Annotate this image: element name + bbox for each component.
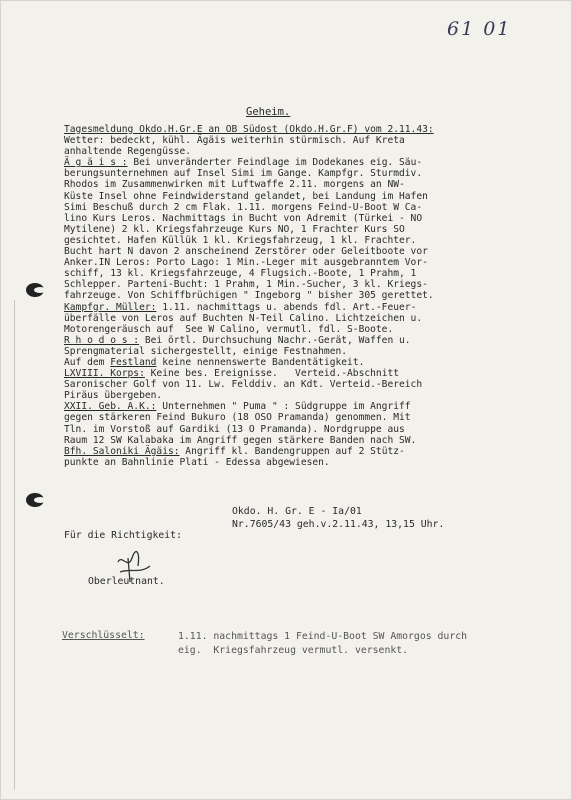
encrypted-text — [178, 630, 467, 658]
report-line — [64, 135, 524, 146]
line-text: Saronischer Golf von 11. Lw. Felddiv. an Kdt. Verteid.-Bereich — [64, 379, 423, 391]
archive-stamp: 61 01 — [447, 18, 512, 40]
encrypted-line-2: eig. Kriegsfahrzeug vermutl. versenkt. — [178, 645, 409, 656]
report-line — [64, 246, 524, 257]
line-text: punkte an Bahnlinie Plati - Edessa abgewiesen. — [64, 456, 330, 468]
line-text: überfälle von Leros auf Buchten N-Teil Calino. Lichtzeichen u. — [64, 312, 423, 324]
page-edge-line — [14, 300, 15, 790]
line-text: fahrzeuge. Von Schiffbrüchigen " Ingeborg " bisher 305 gerettet. — [64, 290, 434, 302]
punch-hole-lower — [26, 493, 44, 507]
report-line — [64, 401, 524, 412]
line-text: anhaltende Regengüsse. — [64, 146, 192, 158]
signature-reference: Nr.7605/43 geh.v.2.11.43, 13,15 Uhr. — [232, 519, 445, 530]
report-line — [64, 390, 524, 401]
line-text: Simi Beschuß durch 2 cm Flak. 1.11. morgens Feind-U-Boot W Ca- — [64, 201, 423, 213]
section-label: Ä g ä i s : — [64, 157, 128, 169]
signatory-rank: Oberleutnant. — [88, 576, 165, 587]
line-text: Bei örtl. Durchsuchung Nachr.-Gerät, Waffen u. — [139, 334, 411, 346]
report-line — [64, 302, 524, 313]
line-text: Angriff kl. Bandengruppen auf 2 Stütz- — [179, 445, 405, 457]
report-line — [64, 412, 524, 423]
line-text: lino Kurs Leros. Nachmittags in Bucht von Adremit (Türkei - NO — [64, 212, 423, 224]
report-line — [64, 179, 524, 190]
line-text: Mytilene) 2 kl. Kriegsfahrzeuge Kurs NO, 1 Frachter Kurs SO — [64, 223, 405, 235]
line-text: Tln. im Vorstoß auf Gardiki (13 O Pramanda). Nordgruppe aus — [64, 423, 405, 435]
line-text: Bucht hart N davon 2 anscheinend Zerstörer oder Geleitboote vor — [64, 246, 428, 258]
section-label: XXII. Geb. A.K.: — [64, 401, 157, 413]
report-line — [64, 146, 524, 157]
report-line — [64, 435, 524, 446]
encrypted-label: Verschlüsselt: — [62, 630, 145, 641]
line-text: Unternehmen " Puma " : Südgruppe im Angriff — [156, 401, 411, 413]
report-line — [64, 446, 524, 457]
signature-office: Okdo. H. Gr. E - Ia/01 — [232, 506, 362, 517]
report-line — [64, 124, 524, 135]
punch-hole-upper — [26, 283, 44, 297]
report-line — [64, 357, 524, 368]
report-line — [64, 268, 524, 279]
section-label: Wetter: — [64, 135, 105, 147]
report-line — [64, 313, 524, 324]
report-line — [64, 379, 524, 390]
line-text: bedeckt, kühl. Ägäis weiterhin stürmisch. Auf Kreta — [104, 135, 405, 147]
report-line — [64, 224, 524, 235]
report-line — [64, 335, 524, 346]
line-text: schiff, 13 kl. Kriegsfahrzeuge, 4 Flugsich.-Boote, 1 Prahm, 1 — [64, 268, 417, 280]
report-line — [64, 457, 524, 468]
line-text: Rhodos im Zusammenwirken mit Luftwaffe 2.11. morgens an NW- — [64, 179, 405, 191]
report-body — [64, 124, 524, 468]
certification-label: Für die Richtigkeit: — [64, 530, 182, 541]
classification-heading: Geheim. — [246, 106, 291, 118]
section-label: Bfh. Saloniki Ägäis: — [64, 445, 180, 457]
line-text: gegen stärkeren Feind Bukuro (18 OSO Pramanda) genommen. Mit — [64, 412, 411, 424]
encrypted-line-1: 1.11. nachmittags 1 Feind-U-Boot SW Amorgos durch — [178, 631, 468, 642]
line-text: Sprengmaterial sichergestellt, einige Festnahmen. — [64, 345, 348, 357]
line-text: gesichtet. Hafen Küllük 1 kl. Kriegsfahrzeug, 1 kl. Frachter. — [64, 234, 417, 246]
section-label: Tagesmeldung Okdo.H.Gr.E an OB Südost (Okdo.H.Gr.F) vom 2.11.43: — [64, 124, 434, 135]
line-text: Bei unveränderter Feindlage im Dodekanes eig. Säu- — [127, 157, 423, 169]
report-line — [64, 424, 524, 435]
report-line — [64, 324, 524, 335]
line-text: Küste Insel ohne Feindwiderstand gelandet, bei Landung im Hafen — [64, 190, 428, 202]
line-text: Schlepper. Parteni-Bucht: 1 Prahm, 1 Min.-Sucher, 3 kl. Kriegs- — [64, 279, 428, 291]
signature-block — [232, 505, 444, 531]
line-text: 1.11. nachmittags u. abends fdl. Art.-Feuer- — [156, 301, 417, 313]
report-line — [64, 157, 524, 168]
line-text: Auf dem Festland keine nennenswerte Bandentätigkeit. — [64, 356, 365, 368]
report-line — [64, 213, 524, 224]
line-text: berungsunternehmen auf Insel Simi im Gange. Kampfgr. Sturmdiv. — [64, 168, 423, 180]
report-line — [64, 290, 524, 301]
report-line — [64, 191, 524, 202]
line-text: Keine bes. Ereignisse. Verteid.-Abschnitt — [144, 368, 400, 380]
report-line — [64, 168, 524, 179]
line-text: Piräus übergeben. — [64, 390, 163, 402]
section-label: LXVIII. Korps: — [64, 368, 145, 380]
section-label: R h o d o s : — [64, 334, 140, 346]
line-text: Raum 12 SW Kalabaka im Angriff gegen stärkere Banden nach SW. — [64, 434, 417, 446]
report-line — [64, 257, 524, 268]
report-line — [64, 368, 524, 379]
report-line — [64, 202, 524, 213]
report-line — [64, 279, 524, 290]
line-text: Motorengeräusch auf See W Calino, vermutl. fdl. S-Boote. — [64, 323, 394, 335]
section-label: Kampfgr. Müller: — [64, 301, 157, 313]
report-line — [64, 235, 524, 246]
line-text: Anker.IN Leros: Porto Lago: 1 Min.-Leger mit ausgebranntem Vor- — [64, 257, 428, 269]
report-line — [64, 346, 524, 357]
